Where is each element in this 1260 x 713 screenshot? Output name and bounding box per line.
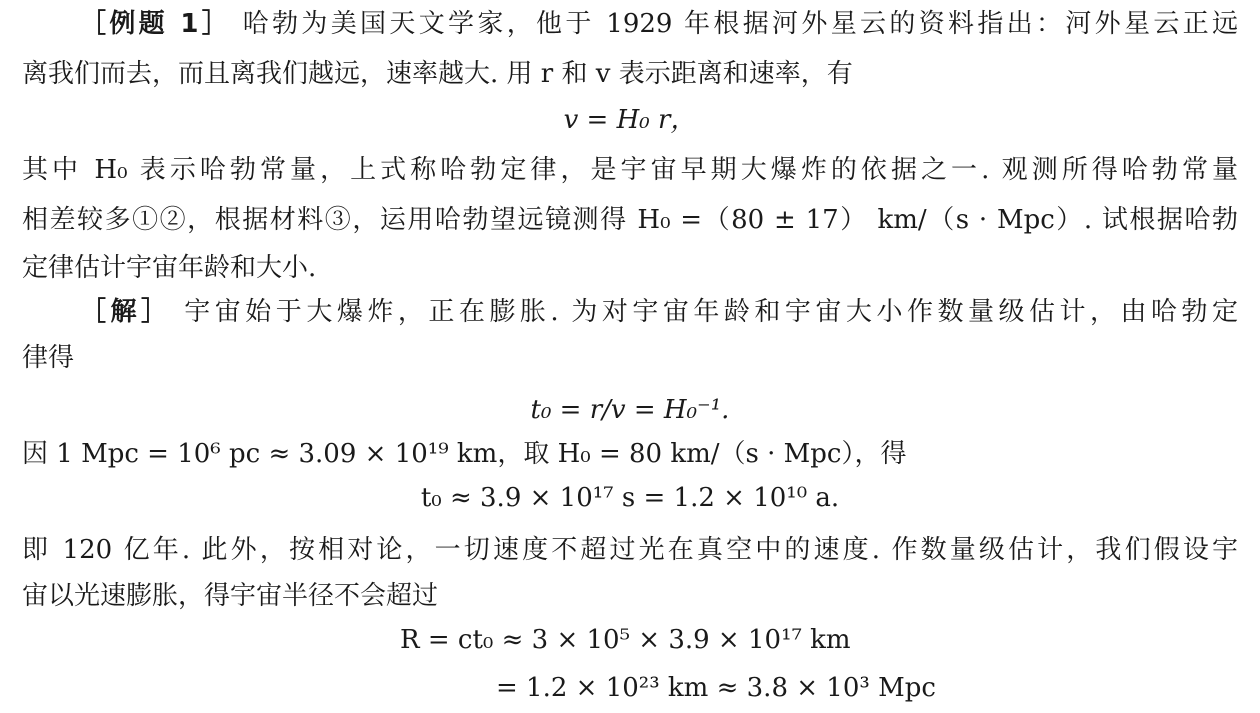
- solution-line-5: 宙以光速膨胀，得宇宙半径不会超过: [22, 581, 439, 611]
- solution-line-4: 即 120 亿年. 此外，按相对论，一切速度不超过光在真空中的速度. 作数量级估计，我们假设宇: [22, 535, 1238, 565]
- example-line-3: 其中 H₀ 表示哈勃常量，上式称哈勃定律，是宇宙早期大爆炸的依据之一. 观测所得哈勃常量: [22, 155, 1238, 185]
- equation-radius-value: = 1.2 × 10²³ km ≈ 3.8 × 10³ Mpc: [496, 673, 936, 703]
- example-line-2: 离我们而去，而且离我们越远，速率越大. 用 r 和 v 表示距离和速率，有: [22, 59, 853, 89]
- example-text-1: 哈勃为美国天文学家，他于 1929 年根据河外星云的资料指出：河外星云正远: [242, 9, 1238, 39]
- solution-text-1: 宇宙始于大爆炸，正在膨胀. 为对宇宙年龄和宇宙大小作数量级估计，由哈勃定: [184, 297, 1238, 327]
- solution-tag: ［解］: [80, 297, 172, 327]
- example-tag: ［例题 1］: [80, 9, 232, 39]
- solution-line-3: 因 1 Mpc = 10⁶ pc ≈ 3.09 × 10¹⁹ km，取 H₀ = 80 km/（s · Mpc），得: [22, 439, 907, 469]
- equation-radius: R = ct₀ ≈ 3 × 10⁵ × 3.9 × 10¹⁷ km: [400, 625, 851, 655]
- equation-age: t₀ = r/v = H₀⁻¹.: [530, 395, 730, 425]
- equation-hubble-law: v = H₀ r，: [563, 105, 697, 135]
- solution-line-1: [80, 292, 1238, 332]
- example-line-4: 相差较多①②，根据材料③，运用哈勃望远镜测得 H₀ =（80 ± 17） km/（s · Mpc）. 试根据哈勃: [22, 205, 1238, 235]
- solution-line-2: 律得: [22, 343, 75, 373]
- example-line-5: 定律估计宇宙年龄和大小.: [22, 253, 317, 283]
- equation-age-value: t₀ ≈ 3.9 × 10¹⁷ s = 1.2 × 10¹⁰ a.: [420, 483, 840, 513]
- example-line-1: [80, 4, 1238, 44]
